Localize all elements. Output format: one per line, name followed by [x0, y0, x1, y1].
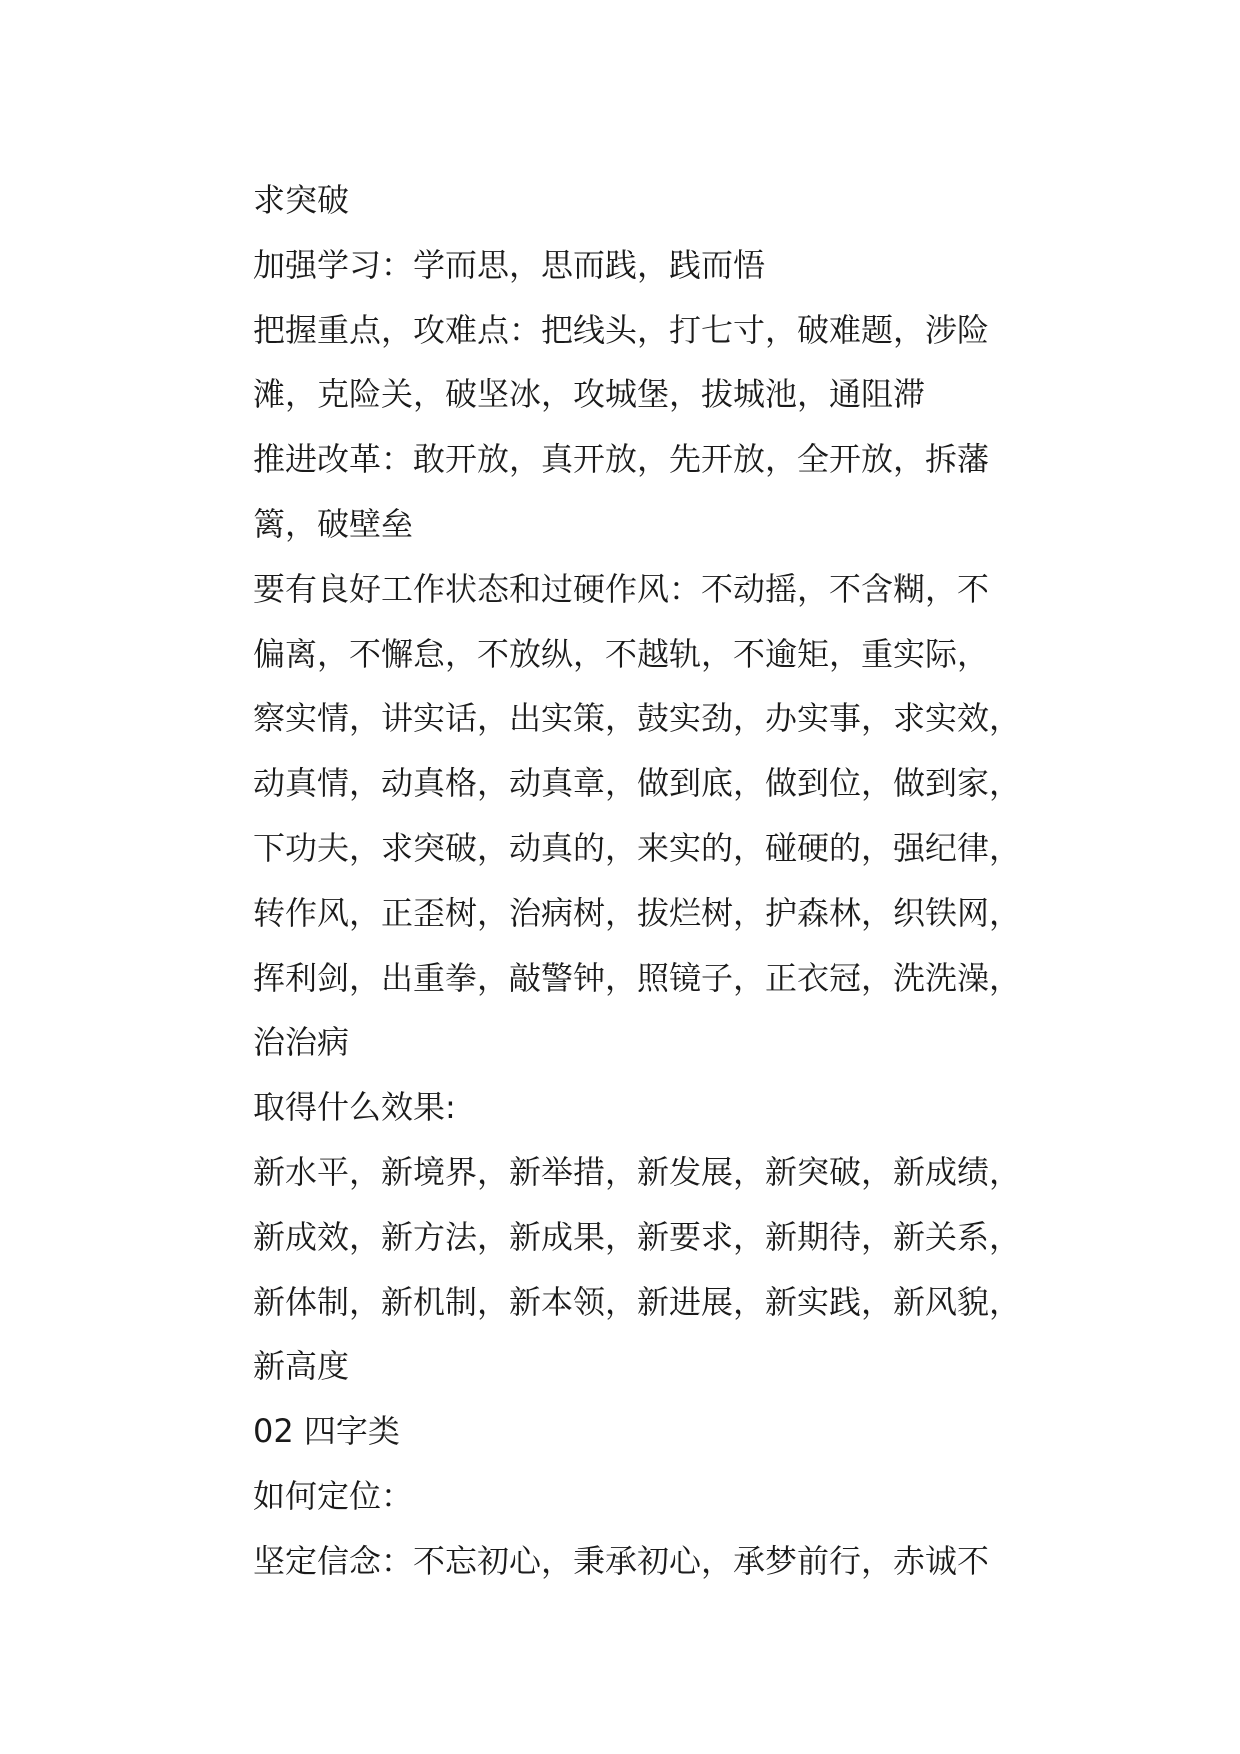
text-line: 求突破: [253, 181, 350, 219]
text-line: 挥利剑，出重拳，敲警钟，照镜子，正衣冠，洗洗澡，: [253, 958, 1022, 997]
text-line: 下功夫，求突破，动真的，来实的，碰硬的，强纪律，: [253, 828, 1022, 867]
text-line: 新体制，新机制，新本领，新进展，新实践，新风貌，: [253, 1282, 1022, 1321]
text-line: 要有良好工作状态和过硬作风：不动摇，不含糊，不: [253, 569, 990, 608]
text-line: 偏离，不懈怠，不放纵，不越轨，不逾矩，重实际，: [253, 634, 990, 673]
document-body: [253, 168, 1083, 1594]
text-line: 篱，破壁垒: [253, 504, 414, 543]
text-line: 取得什么效果:: [253, 1088, 456, 1127]
text-line: 新成效，新方法，新成果，新要求，新期待，新关系，: [253, 1217, 1022, 1256]
text-line: 新水平，新境界，新举措，新发展，新突破，新成绩，: [253, 1152, 1022, 1191]
text-line: 坚定信念：不忘初心，秉承初心，承梦前行，赤诚不: [253, 1541, 990, 1580]
text-line: 把握重点，攻难点：把线头，打七寸，破难题，涉险: [253, 310, 990, 349]
text-line: 治治病: [253, 1023, 350, 1062]
text-line: 滩，克险关，破坚冰，攻城堡，拔城池，通阻滞: [253, 375, 926, 414]
text-line: 察实情，讲实话，出实策，鼓实劲，办实事，求实效，: [253, 699, 1022, 738]
text-line: 加强学习：学而思，思而践，践而悟: [253, 245, 766, 284]
text-line: 转作风，正歪树，治病树，拔烂树，护森林，织铁网，: [253, 893, 1022, 932]
text-line: 推进改革：敢开放，真开放，先开放，全开放，拆藩: [253, 440, 990, 479]
text-line: 如何定位：: [253, 1476, 414, 1515]
section-heading: 02 四字类: [253, 1412, 400, 1451]
text-line: 新高度: [253, 1347, 350, 1386]
text-line: 动真情，动真格，动真章，做到底，做到位，做到家，: [253, 764, 1022, 803]
